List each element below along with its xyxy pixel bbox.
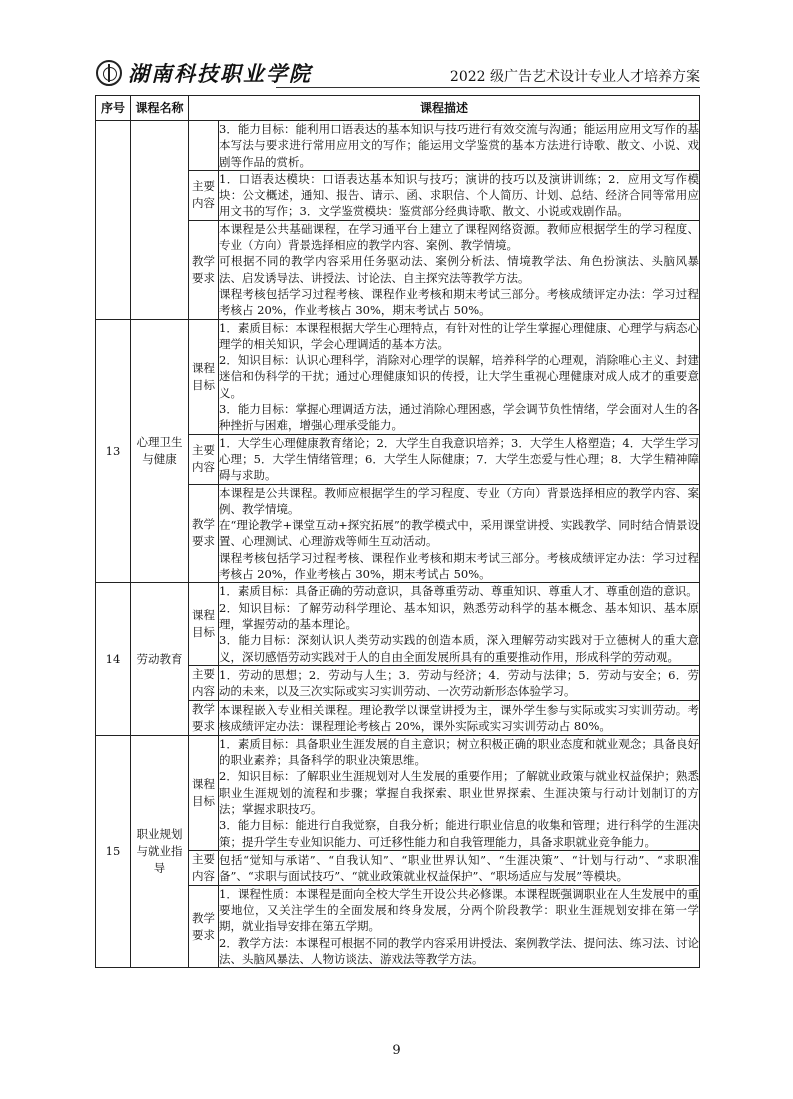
course-name-cell (131, 121, 189, 320)
section-label: 教学要求 (189, 484, 219, 583)
document-title: 2022 级广告艺术设计专业人才培养方案 (449, 69, 700, 85)
section-desc: 1．大学生心理健康教育绪论；2．大学生自我意识培养；3．大学生人格塑造；4．大学生学习心理；5．大学生情绪管理；6．大学生人际健康；7．大学生恋爱与性心理；8．大学生精神障碍与求助。 (219, 435, 699, 483)
section-desc: 1．课程性质：本课程是面向全校大学生开设公共必修课。本课程既强调职业在人生发展中的重要地位，又关注学生的全面发展和终身发展，分两个阶段教学：职业生涯规划安排在第一学期，就业指导安排在第五学期。 2．教学方法：本课程可根据不同的教学内容采用讲授法、案例教学法、提问法、练习法、讨论法、头脑风暴法、人物访谈法、游戏法等教学方法。 (219, 886, 699, 967)
section-label: 教学要求 (189, 885, 219, 967)
table-header-row (96, 96, 700, 121)
school-seal-icon (96, 60, 122, 86)
header-desc: 课程描述 (189, 96, 700, 121)
header-name: 课程名称 (131, 96, 189, 121)
course-name-cell: 职业规划与就业指导 (131, 735, 189, 968)
course-name-cell: 心理卫生与健康 (131, 319, 189, 583)
section-desc: 包括“觉知与承诺”、“自我认知”、“职业世界认知”、“生涯决策”、“计划与行动”、“求职准备”、“求职与面试技巧”、“就业政策就业权益保护”、“职场适应与发展”等模块。 (219, 850, 700, 885)
section-label: 课程目标 (189, 583, 219, 665)
table-row (96, 735, 700, 850)
section-label: 主要内容 (189, 434, 219, 484)
table-row (96, 583, 700, 665)
section-desc: 1．劳动的思想；2．劳动与人生；3．劳动与经济；4．劳动与法律；5．劳动与安全；6．劳动的未来，以及三次实际或实习实训劳动、一次劳动新形态体验学习。 (219, 665, 700, 700)
course-no-cell: 14 (96, 583, 131, 735)
section-label: 课程目标 (189, 735, 219, 850)
section-label: 主要内容 (189, 850, 219, 885)
header-no: 序号 (96, 96, 131, 121)
course-no-cell (96, 121, 131, 320)
school-logo (96, 58, 312, 88)
section-label: 教学要求 (189, 700, 219, 735)
table-row (96, 121, 700, 171)
course-table (95, 95, 700, 968)
section-label: 教学要求 (189, 220, 219, 319)
section-label: 主要内容 (189, 170, 219, 220)
header-divider (276, 87, 700, 88)
course-name-cell: 劳动教育 (131, 583, 189, 735)
section-desc: 1．口语表达模块：口语表达基本知识与技巧；演讲的技巧以及演讲训练；2．应用文写作模块：公文概述，通知、报告、请示、函、求职信、个人简历、计划、总结、经济合同等常用应用文书的写作；3．文学鉴赏模块：鉴赏部分经典诗歌、散文、小说或戏剧作品。 (219, 171, 699, 219)
course-no-cell: 13 (96, 319, 131, 583)
table-row (96, 319, 700, 434)
section-desc: 本课程是公共基础课程，在学习通平台上建立了课程网络资源。教师应根据学生的学习程度、专业（方向）背景选择相应的教学内容、案例、教学情境。 可根据不同的教学内容采用任务驱动法、案例分析法、情境教学法、角色扮演法、头脑风暴法、启发诱导法、讲授法、讨论法、自主探究法等教学方法。 课程考核包括学习过程考核、课程作业考核和期末考试三部分。考核成绩评定办法：学习过程考核占 20%，作业考核占 30%，期末考试占 50%。 (219, 221, 699, 318)
section-label: 课程目标 (189, 319, 219, 434)
section-desc: 1．素质目标：具备正确的劳动意识，具备尊重劳动、尊重知识、尊重人才、尊重创造的意识。 2．知识目标：了解劳动科学理论、基本知识，熟悉劳动科学的基本概念、基本知识、基本原理，掌握劳动的基本理论。 3．能力目标：深刻认识人类劳动实践的创造本质，深入理解劳动实践对于立德树人的重大意义，深切感悟劳动实践对于人的自由全面发展所具有的重要推动作用，形成科学的劳动观。 (219, 584, 699, 664)
section-desc: 3．能力目标：能利用口语表达的基本知识与技巧进行有效交流与沟通；能运用应用文写作的基本写法与要求进行常用应用文的写作；能运用文学鉴赏的基本方法进行诗歌、散文、小说、戏剧等作品的赏析。 (219, 122, 699, 169)
page-header (96, 56, 700, 90)
section-desc: 1．素质目标：本课程根据大学生心理特点，有针对性的让学生掌握心理健康、心理学与病态心理学的相关知识，学会心理调适的基本方法。 2．知识目标：认识心理科学，消除对心理学的误解，培养科学的心理观，消除唯心主义、封建迷信和伪科学的干扰；通过心理健康知识的传授，让大学生重视心理健康对成人成才的重要意义。 3．能力目标：掌握心理调适方法，通过消除心理困惑，学会调节负性情绪，学会面对人生的各种挫折与困难，增强心理承受能力。 (219, 320, 699, 433)
page-number: 9 (392, 1043, 401, 1058)
section-label: 主要内容 (189, 665, 219, 700)
section-label (189, 121, 219, 171)
section-desc: 本课程是公共课程。教师应根据学生的学习程度、专业（方向）背景选择相应的教学内容、案例、教学情境。 在“理论教学+课堂互动+探究拓展”的教学模式中，采用课堂讲授、实践教学、同时结合情景设置、心理测试、心理游戏等师生互动活动。 课程考核包括学习过程考核、课程作业考核和期末考试三部分。考核成绩评定办法：学习过程考核占 20%，作业考核占 30%，期末考试占 50%。 (219, 485, 699, 582)
section-desc: 1．素质目标：具备职业生涯发展的自主意识；树立积极正确的职业态度和就业观念；具备良好的职业素养；具备科学的职业决策思维。 2．知识目标：了解职业生涯规划对人生发展的重要作用；了解就业政策与就业权益保护；熟悉职业生涯规划的流程和步骤；掌握自我探索、职业世界探索、生涯决策与行动计划制订的方法；掌握求职技巧。 3．能力目标：能进行自我觉察，自我分析；能进行职业信息的收集和管理；进行科学的生涯决策；提升学生专业知识能力、可迁移性能力和自我管理能力，具备求职就业竞争能力。 (219, 736, 699, 849)
school-name-logo: 湖南科技职业学院 (128, 61, 312, 86)
course-no-cell: 15 (96, 735, 131, 968)
section-desc: 本课程嵌入专业相关课程。理论教学以课堂讲授为主，课外学生参与实际或实习实训劳动。考核成绩评定办法：课程理论考核占 20%，课外实际或实习实训劳动占 80%。 (219, 700, 700, 735)
